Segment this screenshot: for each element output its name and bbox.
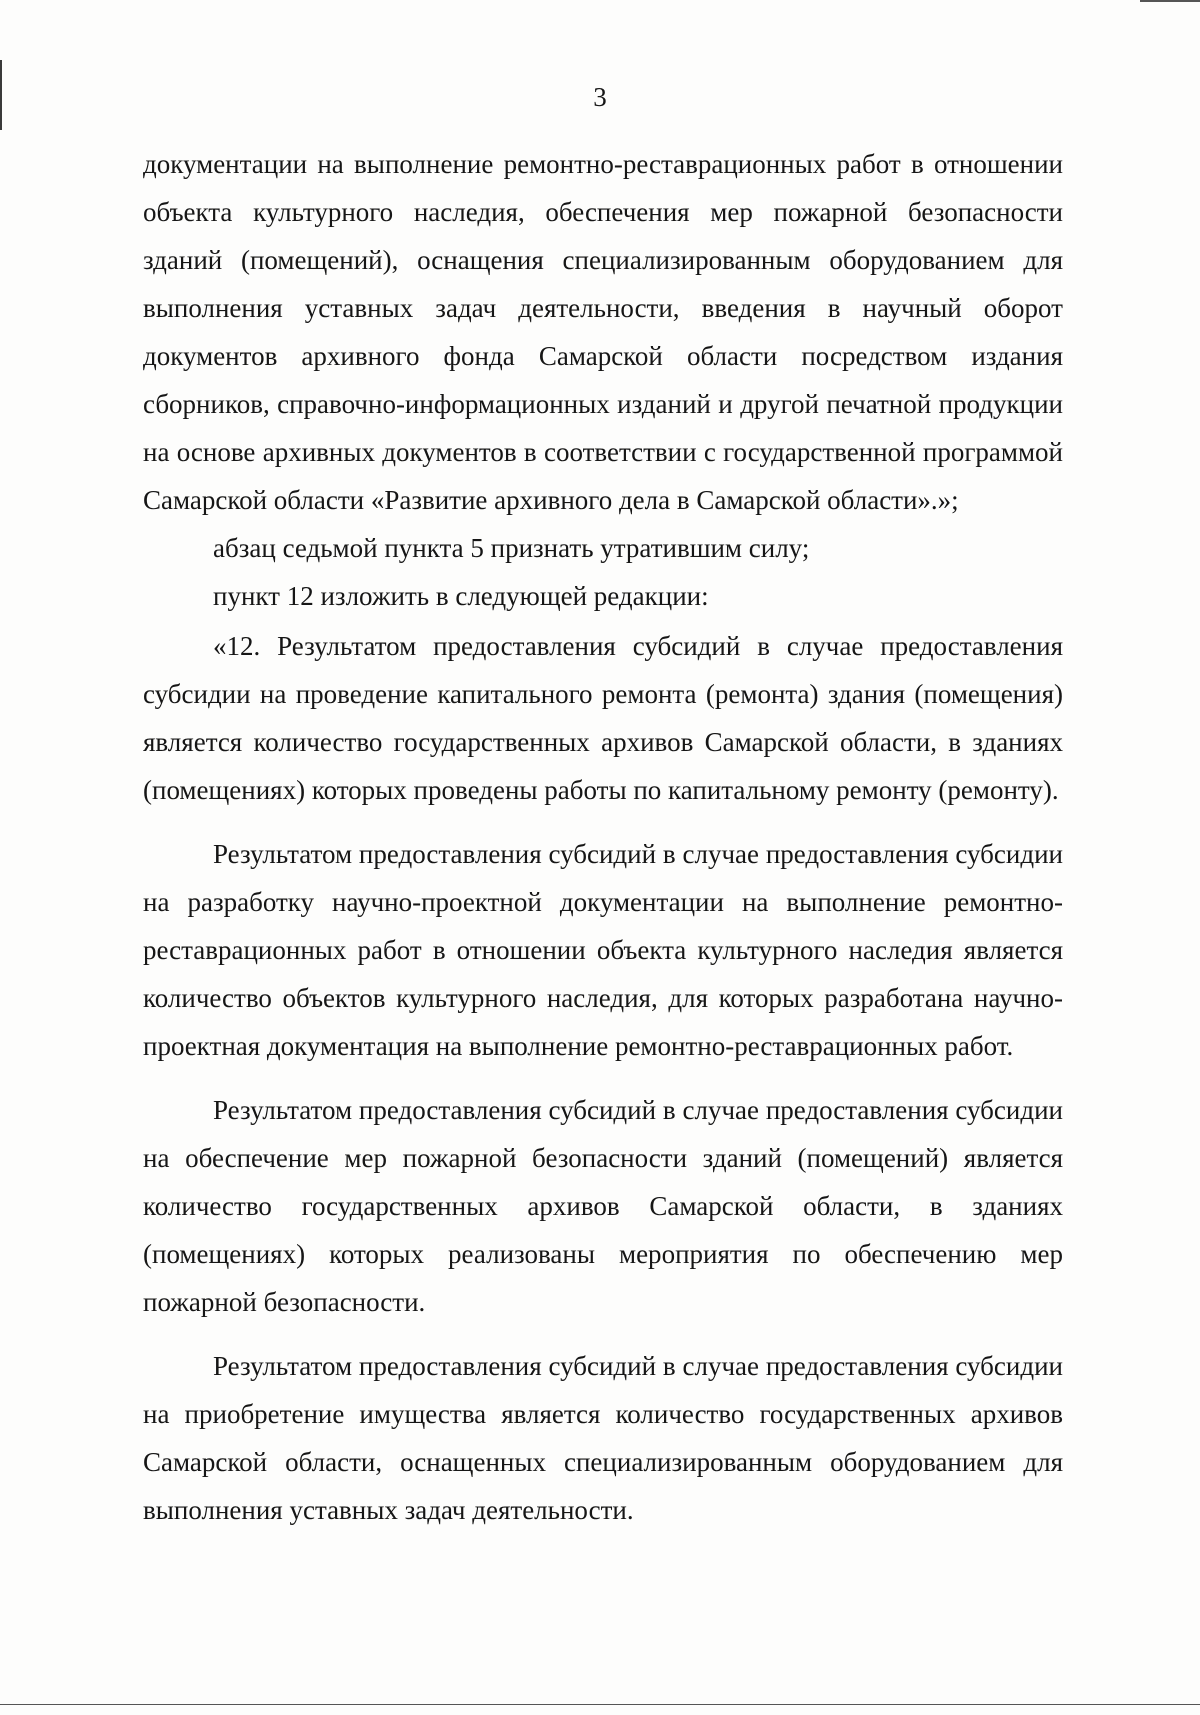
paragraph-item-12-repair: «12. Результатом предоставления субсидий в случае предоставления субсидии на проведение капитального ремонта (ремонта) здания (помещения) является количество государственных архивов Самарской области, в зданиях (помещениях) которых проведены работы по капитальному ремонту (ремонту). [143, 631, 1063, 805]
paragraph-item-12-equipment: Результатом предоставления субсидий в случае предоставления субсидии на приобретение имущества является количество государственных архивов Самарской области, оснащенных специализированным оборудованием для выполнения уставных задач деятельности. [143, 1351, 1063, 1525]
document-body [143, 140, 1063, 1534]
paragraph-item-12-design-docs: Результатом предоставления субсидий в случае предоставления субсидии на разработку научно-проектной документации на выполнение ремонтно-реставрационных работ в отношении объекта культурного наследия является количество объектов культурного наследия, для которых разработана научно-проектная документация на выполнение ремонтно-реставрационных работ. [143, 839, 1063, 1061]
paragraph-item-12-fire-safety: Результатом предоставления субсидий в случае предоставления субсидии на обеспечение мер пожарной безопасности зданий (помещений) является количество государственных архивов Самарской области, в зданиях (помещениях) которых реализованы мероприятия по обеспечению мер пожарной безопасности. [143, 1095, 1063, 1317]
scan-edge-mark [0, 1704, 1200, 1705]
paragraph-continuation: документации на выполнение ремонтно-реставрационных работ в отношении объекта культурного наследия, обеспечения мер пожарной безопасности зданий (помещений), оснащения специализированным оборудованием для выполнения уставных задач деятельности, введения в научный оборот документов архивного фонда Самарской области посредством издания сборников, справочно-информационных изданий и другой печатной продукции на основе архивных документов в соответствии с государственной программой Самарской области «Развитие архивного дела в Самарской области».»; [143, 149, 1063, 515]
scan-edge-mark [1140, 0, 1200, 2]
page-number: 3 [593, 82, 607, 112]
paragraph-amendment-12-intro: пункт 12 изложить в следующей редакции: [213, 581, 709, 611]
paragraph-amendment-5: абзац седьмой пункта 5 признать утратившим силу; [213, 533, 810, 563]
